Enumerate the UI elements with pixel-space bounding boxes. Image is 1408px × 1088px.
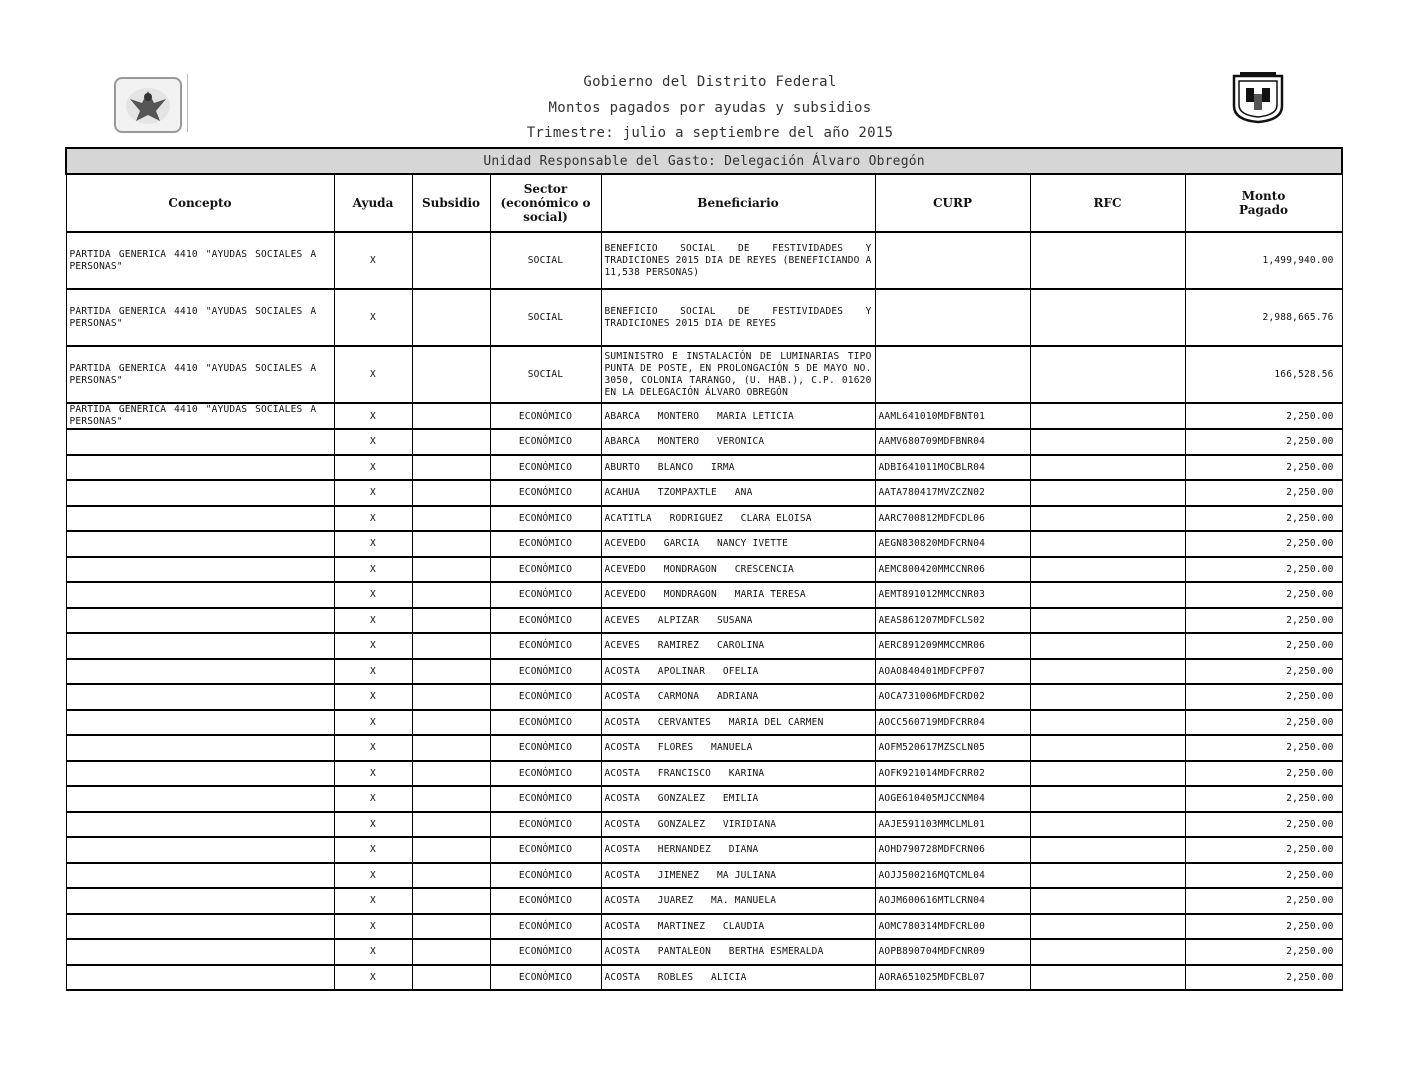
cell-rfc [1030,888,1185,914]
cell-sector: ECONÓMICO [490,761,601,787]
cell-monto: 2,250.00 [1185,684,1342,710]
cell-monto: 2,250.00 [1185,965,1342,991]
table-row [66,506,1342,532]
cell-ayuda: X [334,403,412,429]
cell-monto: 2,250.00 [1185,633,1342,659]
cell-sector: SOCIAL [490,289,601,346]
cell-beneficiario: ACOSTA CERVANTES MARIA DEL CARMEN [601,710,875,736]
table-row [66,837,1342,863]
cell-concepto [66,735,334,761]
cell-ayuda: X [334,480,412,506]
cell-sector: ECONÓMICO [490,506,601,532]
col-header-beneficiario: Beneficiario [601,174,875,232]
table-row [66,786,1342,812]
cell-beneficiario: ACOSTA APOLINAR OFELIA [601,659,875,685]
cell-sector: ECONÓMICO [490,582,601,608]
table-row [66,633,1342,659]
cell-beneficiario: ACOSTA JIMENEZ MA JULIANA [601,863,875,889]
cell-subsidio [412,710,490,736]
table-row [66,684,1342,710]
cell-monto: 2,250.00 [1185,786,1342,812]
cell-rfc [1030,761,1185,787]
cell-concepto [66,761,334,787]
cell-rfc [1030,939,1185,965]
cell-beneficiario: ACOSTA HERNANDEZ DIANA [601,837,875,863]
cell-concepto [66,965,334,991]
cell-sector: ECONÓMICO [490,608,601,634]
cell-concepto [66,480,334,506]
cell-ayuda: X [334,863,412,889]
cell-subsidio [412,608,490,634]
cell-ayuda: X [334,888,412,914]
cell-concepto [66,608,334,634]
cell-rfc [1030,346,1185,403]
cell-sector: ECONÓMICO [490,710,601,736]
cell-ayuda: X [334,455,412,481]
cell-curp [875,346,1030,403]
cell-sector: ECONÓMICO [490,659,601,685]
cell-sector: ECONÓMICO [490,888,601,914]
cell-monto: 2,250.00 [1185,429,1342,455]
cell-concepto [66,888,334,914]
cell-monto: 2,250.00 [1185,939,1342,965]
cell-beneficiario: ACEVES RAMIREZ CAROLINA [601,633,875,659]
cell-rfc [1030,863,1185,889]
cell-subsidio [412,684,490,710]
cell-concepto [66,684,334,710]
cell-ayuda: X [334,608,412,634]
cell-subsidio [412,403,490,429]
header-subtitle: Montos pagados por ayudas y subsidios [548,100,872,116]
cell-ayuda: X [334,346,412,403]
cell-monto: 2,250.00 [1185,608,1342,634]
cell-beneficiario: ABURTO BLANCO IRMA [601,455,875,481]
cell-concepto [66,582,334,608]
cell-beneficiario: ACOSTA JUAREZ MA. MANUELA [601,888,875,914]
cell-beneficiario: BENEFICIO SOCIAL DE FESTIVIDADES Y TRADICIONES 2015 DIA DE REYES [601,289,875,346]
cell-ayuda: X [334,506,412,532]
cell-beneficiario: ACEVES ALPIZAR SUSANA [601,608,875,634]
table-row [66,429,1342,455]
cell-rfc [1030,965,1185,991]
cell-subsidio [412,786,490,812]
cell-curp: AOFM520617MZSCLN05 [875,735,1030,761]
cell-subsidio [412,735,490,761]
table-row [66,608,1342,634]
cell-monto: 2,250.00 [1185,506,1342,532]
cell-rfc [1030,480,1185,506]
cell-beneficiario: ABARCA MONTERO VERONICA [601,429,875,455]
table-row [66,812,1342,838]
table-row [66,346,1342,403]
cell-sector: ECONÓMICO [490,786,601,812]
col-header-subsidio: Subsidio [412,174,490,232]
cell-concepto: PARTIDA GENERICA 4410 "AYUDAS SOCIALES A PERSONAS" [66,403,334,429]
cell-rfc [1030,735,1185,761]
responsible-unit-banner: Unidad Responsable del Gasto: Delegación Álvaro Obregón [66,148,1342,174]
cell-sector: ECONÓMICO [490,735,601,761]
cell-subsidio [412,232,490,289]
cell-concepto [66,455,334,481]
cell-sector: ECONÓMICO [490,863,601,889]
cell-sector: ECONÓMICO [490,480,601,506]
cell-ayuda: X [334,582,412,608]
cell-sector: ECONÓMICO [490,557,601,583]
cell-curp: AOGE610405MJCCNM04 [875,786,1030,812]
cell-beneficiario: ACEVEDO MONDRAGON CRESCENCIA [601,557,875,583]
cell-monto: 166,528.56 [1185,346,1342,403]
cell-beneficiario: ACOSTA ROBLES ALICIA [601,965,875,991]
cell-monto: 2,250.00 [1185,557,1342,583]
cell-monto: 2,250.00 [1185,480,1342,506]
cell-concepto [66,812,334,838]
cell-monto: 2,250.00 [1185,531,1342,557]
cell-sector: SOCIAL [490,346,601,403]
cell-curp: AEMT891012MMCCNR03 [875,582,1030,608]
header-title: Gobierno del Distrito Federal [583,74,837,90]
table-row [66,531,1342,557]
table-row [66,455,1342,481]
cell-subsidio [412,480,490,506]
cell-concepto: PARTIDA GENERICA 4410 "AYUDAS SOCIALES A PERSONAS" [66,289,334,346]
table-row [66,289,1342,346]
cell-curp: AATA780417MVZCZN02 [875,480,1030,506]
cell-curp: AAML641010MDFBNT01 [875,403,1030,429]
cell-sector: ECONÓMICO [490,812,601,838]
cell-subsidio [412,506,490,532]
cell-beneficiario: ACOSTA GONZALEZ VIRIDIANA [601,812,875,838]
cell-curp: ADBI641011MOCBLR04 [875,455,1030,481]
col-header-ayuda: Ayuda [334,174,412,232]
cell-ayuda: X [334,786,412,812]
cell-rfc [1030,684,1185,710]
table-row [66,965,1342,991]
cell-monto: 1,499,940.00 [1185,232,1342,289]
cell-monto: 2,250.00 [1185,761,1342,787]
cell-subsidio [412,557,490,583]
col-header-concepto: Concepto [66,174,334,232]
cell-concepto [66,506,334,532]
cell-sector: ECONÓMICO [490,633,601,659]
col-header-curp: CURP [875,174,1030,232]
cell-rfc [1030,659,1185,685]
coat-of-arms-icon [1230,72,1286,124]
cell-beneficiario: ACATITLA RODRIGUEZ CLARA ELOISA [601,506,875,532]
cell-ayuda: X [334,684,412,710]
cell-sector: ECONÓMICO [490,403,601,429]
payments-table [65,147,1343,991]
cell-sector: ECONÓMICO [490,965,601,991]
cell-monto: 2,250.00 [1185,659,1342,685]
cell-concepto: PARTIDA GENERICA 4410 "AYUDAS SOCIALES A PERSONAS" [66,232,334,289]
cell-rfc [1030,710,1185,736]
cell-concepto [66,429,334,455]
cell-subsidio [412,659,490,685]
table-row [66,232,1342,289]
cell-curp: AAJE591103MMCLML01 [875,812,1030,838]
cell-concepto [66,863,334,889]
cell-beneficiario: ACOSTA MARTINEZ CLAUDIA [601,914,875,940]
table-header-row [66,174,1342,232]
cell-ayuda: X [334,939,412,965]
cell-concepto: PARTIDA GENERICA 4410 "AYUDAS SOCIALES A PERSONAS" [66,346,334,403]
cell-subsidio [412,346,490,403]
col-header-rfc: RFC [1030,174,1185,232]
cell-curp: AERC891209MMCCMR06 [875,633,1030,659]
cell-subsidio [412,812,490,838]
cell-subsidio [412,289,490,346]
cell-rfc [1030,914,1185,940]
cell-curp: AOAO840401MDFCPF07 [875,659,1030,685]
cell-subsidio [412,914,490,940]
cell-sector: ECONÓMICO [490,939,601,965]
cell-beneficiario: ACOSTA GONZALEZ EMILIA [601,786,875,812]
cell-rfc [1030,531,1185,557]
cdmx-emblem-icon [114,77,182,133]
cell-monto: 2,250.00 [1185,812,1342,838]
cell-curp [875,232,1030,289]
logo-divider [187,74,188,132]
cell-sector: ECONÓMICO [490,914,601,940]
table-row [66,863,1342,889]
cell-ayuda: X [334,289,412,346]
cell-beneficiario: SUMINISTRO E INSTALACIÓN DE LUMINARIAS TIPO PUNTA DE POSTE, EN PROLONGACIÓN 5 DE MAYO NO. 3050, COLONIA TARANGO, (U. HAB.), C.P. 01620 EN LA DELEGACIÓN ÁLVARO OBREGÓN [601,346,875,403]
cell-beneficiario: ACOSTA FRANCISCO KARINA [601,761,875,787]
cell-beneficiario: ACAHUA TZOMPAXTLE ANA [601,480,875,506]
table-row [66,710,1342,736]
table-row [66,582,1342,608]
cell-curp: AEAS861207MDFCLS02 [875,608,1030,634]
cell-subsidio [412,531,490,557]
cell-curp: AARC700812MDFCDL06 [875,506,1030,532]
cell-ayuda: X [334,557,412,583]
cell-subsidio [412,582,490,608]
cell-concepto [66,710,334,736]
cell-curp: AOPB890704MDFCNR09 [875,939,1030,965]
cell-ayuda: X [334,232,412,289]
cell-concepto [66,531,334,557]
cell-curp: AOHD790728MDFCRN06 [875,837,1030,863]
cell-sector: ECONÓMICO [490,684,601,710]
table-row [66,403,1342,429]
cell-subsidio [412,429,490,455]
cell-concepto [66,557,334,583]
cell-rfc [1030,608,1185,634]
cell-beneficiario: ACEVEDO MONDRAGON MARIA TERESA [601,582,875,608]
cell-curp: AOJJ500216MQTCML04 [875,863,1030,889]
cell-rfc [1030,557,1185,583]
cell-monto: 2,988,665.76 [1185,289,1342,346]
cell-monto: 2,250.00 [1185,888,1342,914]
cell-ayuda: X [334,965,412,991]
cell-rfc [1030,403,1185,429]
cell-ayuda: X [334,531,412,557]
cell-concepto [66,939,334,965]
table-row [66,659,1342,685]
cell-rfc [1030,455,1185,481]
table-row [66,914,1342,940]
cell-monto: 2,250.00 [1185,863,1342,889]
cell-subsidio [412,965,490,991]
cell-monto: 2,250.00 [1185,582,1342,608]
col-header-sector: Sector (económico o social) [490,174,601,232]
cell-sector: ECONÓMICO [490,837,601,863]
cell-rfc [1030,232,1185,289]
cell-beneficiario: ACOSTA FLORES MANUELA [601,735,875,761]
cell-curp: AOJM600616MTLCRN04 [875,888,1030,914]
cell-rfc [1030,633,1185,659]
cell-curp: AEGN830820MDFCRN04 [875,531,1030,557]
cell-ayuda: X [334,914,412,940]
cell-rfc [1030,429,1185,455]
cell-curp [875,289,1030,346]
cell-beneficiario: ACEVEDO GARCIA NANCY IVETTE [601,531,875,557]
cell-ayuda: X [334,710,412,736]
cell-subsidio [412,633,490,659]
cell-ayuda: X [334,659,412,685]
cell-ayuda: X [334,761,412,787]
cell-curp: AOFK921014MDFCRR02 [875,761,1030,787]
col-header-monto: Monto Pagado [1185,174,1342,232]
cell-subsidio [412,761,490,787]
cell-curp: AOMC780314MDFCRL00 [875,914,1030,940]
cell-rfc [1030,837,1185,863]
cell-rfc [1030,506,1185,532]
cell-curp: AEMC800420MMCCNR06 [875,557,1030,583]
cell-concepto [66,786,334,812]
cell-beneficiario: BENEFICIO SOCIAL DE FESTIVIDADES Y TRADICIONES 2015 DIA DE REYES (BENEFICIANDO A 11,538 PERSONAS) [601,232,875,289]
cell-monto: 2,250.00 [1185,837,1342,863]
cell-ayuda: X [334,429,412,455]
cell-sector: ECONÓMICO [490,429,601,455]
cell-sector: ECONÓMICO [490,531,601,557]
cell-beneficiario: ACOSTA PANTALEON BERTHA ESMERALDA [601,939,875,965]
cell-subsidio [412,939,490,965]
cell-rfc [1030,582,1185,608]
cell-monto: 2,250.00 [1185,455,1342,481]
cell-beneficiario: ABARCA MONTERO MARIA LETICIA [601,403,875,429]
cell-ayuda: X [334,837,412,863]
table-row [66,888,1342,914]
header-period: Trimestre: julio a septiembre del año 2015 [526,125,894,141]
cell-concepto [66,837,334,863]
cell-curp: AAMV680709MDFBNR04 [875,429,1030,455]
cell-rfc [1030,289,1185,346]
cell-ayuda: X [334,812,412,838]
cell-subsidio [412,863,490,889]
cell-curp: AOCC560719MDFCRR04 [875,710,1030,736]
table-row [66,557,1342,583]
table-row [66,939,1342,965]
cell-curp: AORA651025MDFCBL07 [875,965,1030,991]
table-row [66,761,1342,787]
cell-beneficiario: ACOSTA CARMONA ADRIANA [601,684,875,710]
cell-sector: ECONÓMICO [490,455,601,481]
cell-ayuda: X [334,735,412,761]
cell-concepto [66,633,334,659]
cell-subsidio [412,837,490,863]
cell-ayuda: X [334,633,412,659]
cell-subsidio [412,455,490,481]
cell-subsidio [412,888,490,914]
cell-curp: AOCA731006MDFCRD02 [875,684,1030,710]
cell-concepto [66,659,334,685]
cell-monto: 2,250.00 [1185,735,1342,761]
cell-sector: SOCIAL [490,232,601,289]
cell-monto: 2,250.00 [1185,403,1342,429]
cell-concepto [66,914,334,940]
cell-monto: 2,250.00 [1185,710,1342,736]
cell-rfc [1030,812,1185,838]
cell-monto: 2,250.00 [1185,914,1342,940]
cell-rfc [1030,786,1185,812]
table-body [66,232,1342,990]
table-row [66,735,1342,761]
table-row [66,480,1342,506]
